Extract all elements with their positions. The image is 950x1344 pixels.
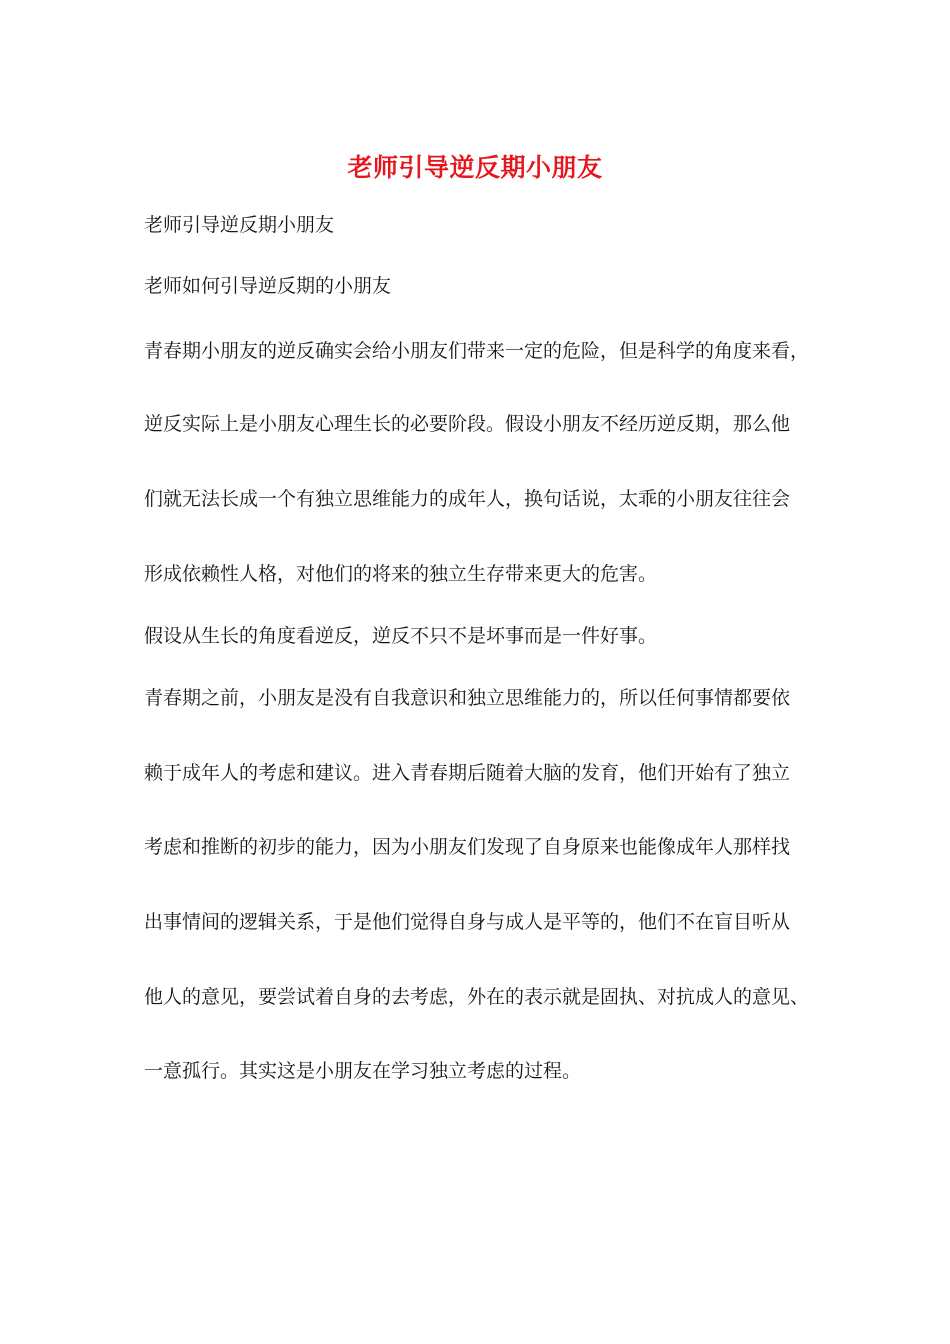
paragraph2-line: 假设从生长的角度看逆反，逆反不只不是坏事而是一件好事。: [144, 625, 658, 647]
paragraph1-line-2: 逆反实际上是小朋友心理生长的必要阶段。假设小朋友不经历逆反期，那么他: [144, 413, 791, 435]
paragraph1-line-1: 青春期小朋友的逆反确实会给小朋友们带来一定的危险，但是科学的角度来看，: [144, 340, 810, 362]
paragraph3-line-2: 赖于成年人的考虑和建议。进入青春期后随着大脑的发育，他们开始有了独立: [144, 762, 791, 784]
paragraph1-line-4: 形成依赖性人格，对他们的将来的独立生存带来更大的危害。: [144, 563, 658, 585]
paragraph3-line-1: 青春期之前，小朋友是没有自我意识和独立思维能力的，所以任何事情都要依: [144, 687, 791, 709]
paragraph3-line-5: 他人的意见，要尝试着自身的去考虑，外在的表示就是固执、对抗成人的意见、: [144, 986, 810, 1008]
paragraph3-line-3: 考虑和推断的初步的能力，因为小朋友们发现了自身原来也能像成年人那样找: [144, 836, 791, 858]
subtitle-line: 老师引导逆反期小朋友: [144, 214, 335, 236]
document-title: 老师引导逆反期小朋友: [347, 153, 603, 182]
paragraph3-line-6: 一意孤行。其实这是小朋友在学习独立考虑的过程。: [144, 1060, 582, 1082]
paragraph3-line-4: 出事情间的逻辑关系，于是他们觉得自身与成人是平等的，他们不在盲目听从: [144, 911, 791, 933]
section-heading: 老师如何引导逆反期的小朋友: [144, 275, 392, 297]
paragraph1-line-3: 们就无法长成一个有独立思维能力的成年人，换句话说，太乖的小朋友往往会: [144, 488, 791, 510]
